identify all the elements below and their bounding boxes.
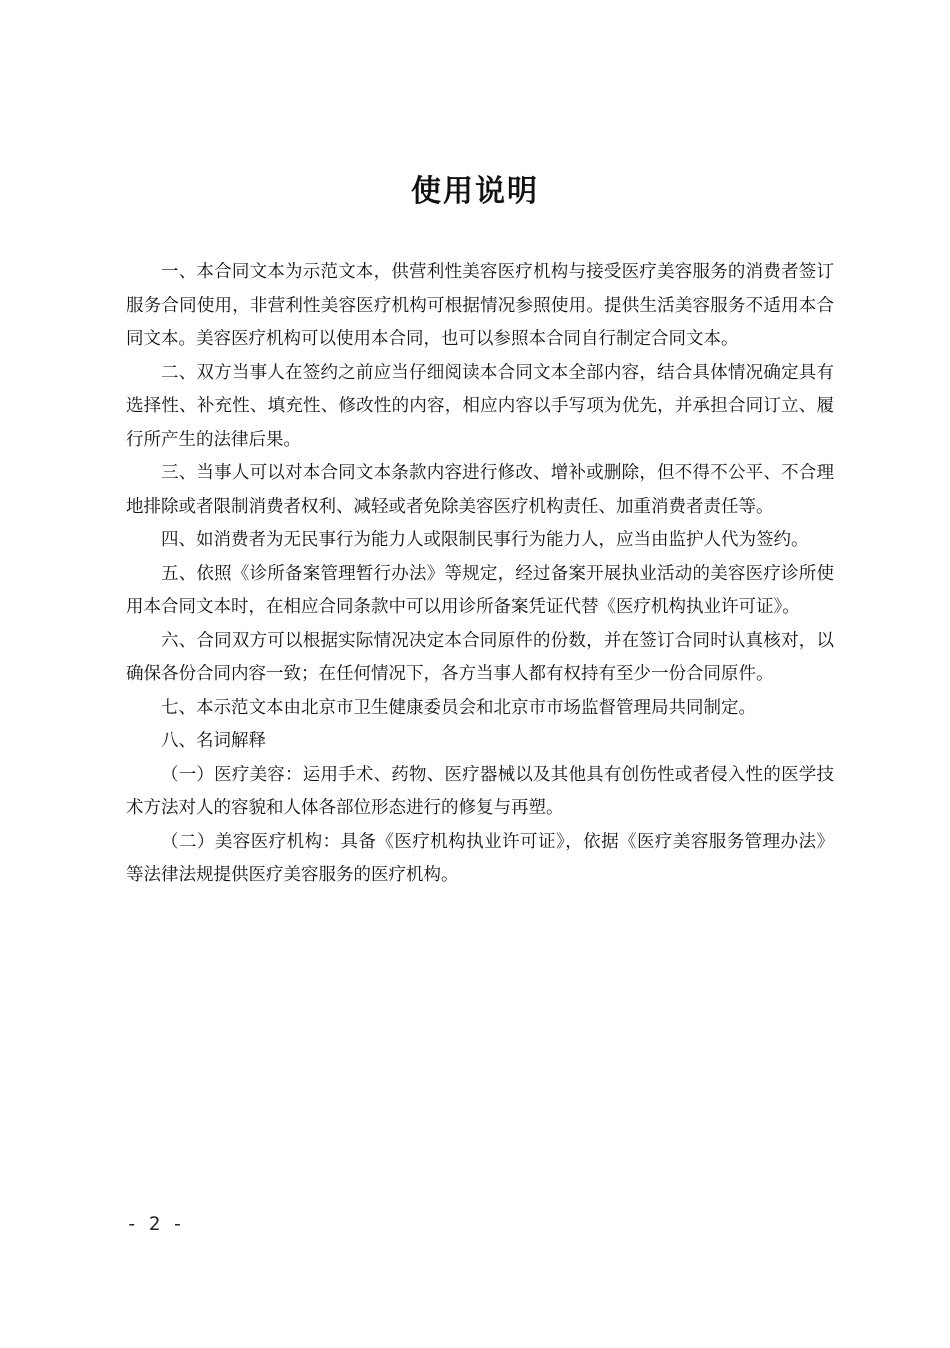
page-title: 使用说明 (411, 174, 539, 209)
paragraph-3: 三、当事人可以对本合同文本条款内容进行修改、增补或删除，但不得不公平、不合理地排除或者限制消费者权利、减轻或者免除美容医疗机构责任、加重消费者责任等。 (126, 463, 834, 517)
definition-cosmetic-medical-institution: （二）美容医疗机构：具备《医疗机构执业许可证》，依据《医疗美容服务管理办法》等法律法规提供医疗美容服务的医疗机构。 (126, 831, 834, 885)
paragraph-8-heading: 八、名词解释 (161, 731, 266, 751)
body-text (126, 256, 834, 893)
paragraph-1: 一、本合同文本为示范文本，供营利性美容医疗机构与接受医疗美容服务的消费者签订服务合同使用，非营利性美容医疗机构可根据情况参照使用。提供生活美容服务不适用本合同文本。美容医疗机构可以使用本合同，也可以参照本合同自行制定合同文本。 (126, 262, 834, 349)
paragraph-7: 七、本示范文本由北京市卫生健康委员会和北京市市场监督管理局共同制定。 (161, 697, 756, 718)
page-number: - 2 - (126, 1213, 184, 1235)
paragraph-6: 六、合同双方可以根据实际情况决定本合同原件的份数，并在签订合同时认真核对，以确保各份合同内容一致；在任何情况下，各方当事人都有权持有至少一份合同原件。 (126, 630, 834, 684)
definition-medical-cosmetology: （一）医疗美容：运用手术、药物、医疗器械以及其他具有创伤性或者侵入性的医学技术方法对人的容貌和人体各部位形态进行的修复与再塑。 (126, 764, 834, 818)
paragraph-4: 四、如消费者为无民事行为能力人或限制民事行为能力人，应当由监护人代为签约。 (161, 530, 809, 550)
paragraph-2: 二、双方当事人在签约之前应当仔细阅读本合同文本全部内容，结合具体情况确定具有选择性、补充性、填充性、修改性的内容，相应内容以手写项为优先，并承担合同订立、履行所产生的法律后果。 (126, 362, 834, 450)
paragraph-5: 五、依照《诊所备案管理暂行办法》等规定，经过备案开展执业活动的美容医疗诊所使用本合同文本时，在相应合同条款中可以用诊所备案凭证代替《医疗机构执业许可证》。 (126, 563, 834, 617)
